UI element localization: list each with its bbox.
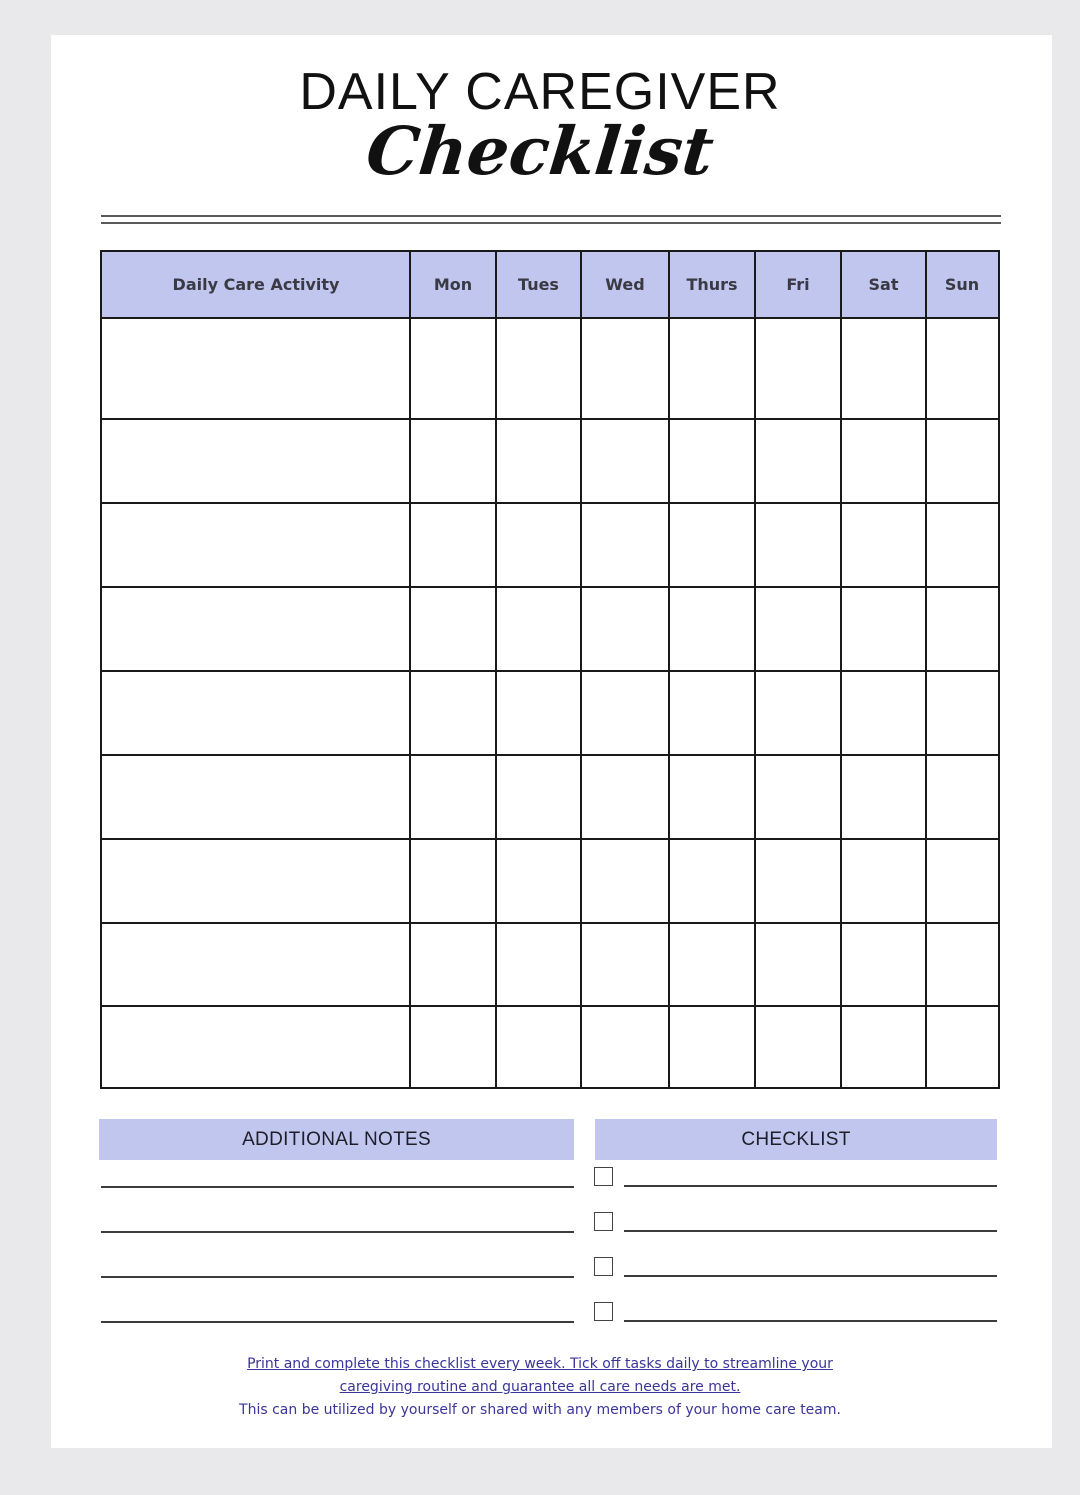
notes-line[interactable]	[101, 1276, 574, 1278]
title-divider-bottom	[101, 222, 1001, 224]
page-title: DAILY CAREGIVER	[299, 63, 781, 121]
header-mon: Mon	[433, 275, 473, 294]
activity-entry-cell[interactable]	[102, 840, 409, 922]
activity-entry-cell[interactable]	[102, 420, 409, 502]
footer-line-3: This can be utilized by yourself or shared with any members of your home care team.	[239, 1402, 841, 1418]
header-thurs: Thurs	[686, 275, 738, 294]
notes-line[interactable]	[101, 1231, 574, 1233]
page-subtitle-script: Checklist	[362, 112, 718, 190]
additional-notes-header: ADDITIONAL NOTES	[99, 1119, 574, 1160]
activity-entry-cell[interactable]	[102, 672, 409, 754]
header-sun: Sun	[944, 275, 980, 294]
table-header	[102, 252, 998, 319]
checklist-header: CHECKLIST	[595, 1119, 997, 1160]
footer-instructions	[0, 1353, 1080, 1422]
checklist-checkbox[interactable]	[594, 1212, 613, 1231]
activity-entry-cell[interactable]	[102, 319, 409, 418]
activity-entry-cell[interactable]	[102, 924, 409, 1005]
header-sat: Sat	[868, 275, 899, 294]
notes-line[interactable]	[101, 1186, 574, 1188]
checklist-line[interactable]	[624, 1230, 997, 1232]
activity-entry-cell[interactable]	[102, 756, 409, 838]
checklist-checkbox[interactable]	[594, 1302, 613, 1321]
activity-table	[100, 250, 1000, 1089]
header-fri: Fri	[786, 275, 810, 294]
footer-line-1: Print and complete this checklist every week. Tick off tasks daily to streamline your	[247, 1356, 833, 1372]
checklist-checkbox[interactable]	[594, 1257, 613, 1276]
header-tues: Tues	[518, 275, 559, 294]
checklist-line[interactable]	[624, 1275, 997, 1277]
activity-entry-cell[interactable]	[102, 504, 409, 586]
checklist-line[interactable]	[624, 1185, 997, 1187]
footer-line-2: caregiving routine and guarantee all care needs are met.	[339, 1379, 741, 1395]
activity-entry-cell[interactable]	[102, 1007, 409, 1087]
activity-entry-cell[interactable]	[102, 588, 409, 670]
title-divider-top	[101, 215, 1001, 217]
notes-line[interactable]	[101, 1321, 574, 1323]
header-wed: Wed	[605, 275, 645, 294]
checklist-line[interactable]	[624, 1320, 997, 1322]
checklist-checkbox[interactable]	[594, 1167, 613, 1186]
header-activity: Daily Care Activity	[172, 275, 340, 294]
